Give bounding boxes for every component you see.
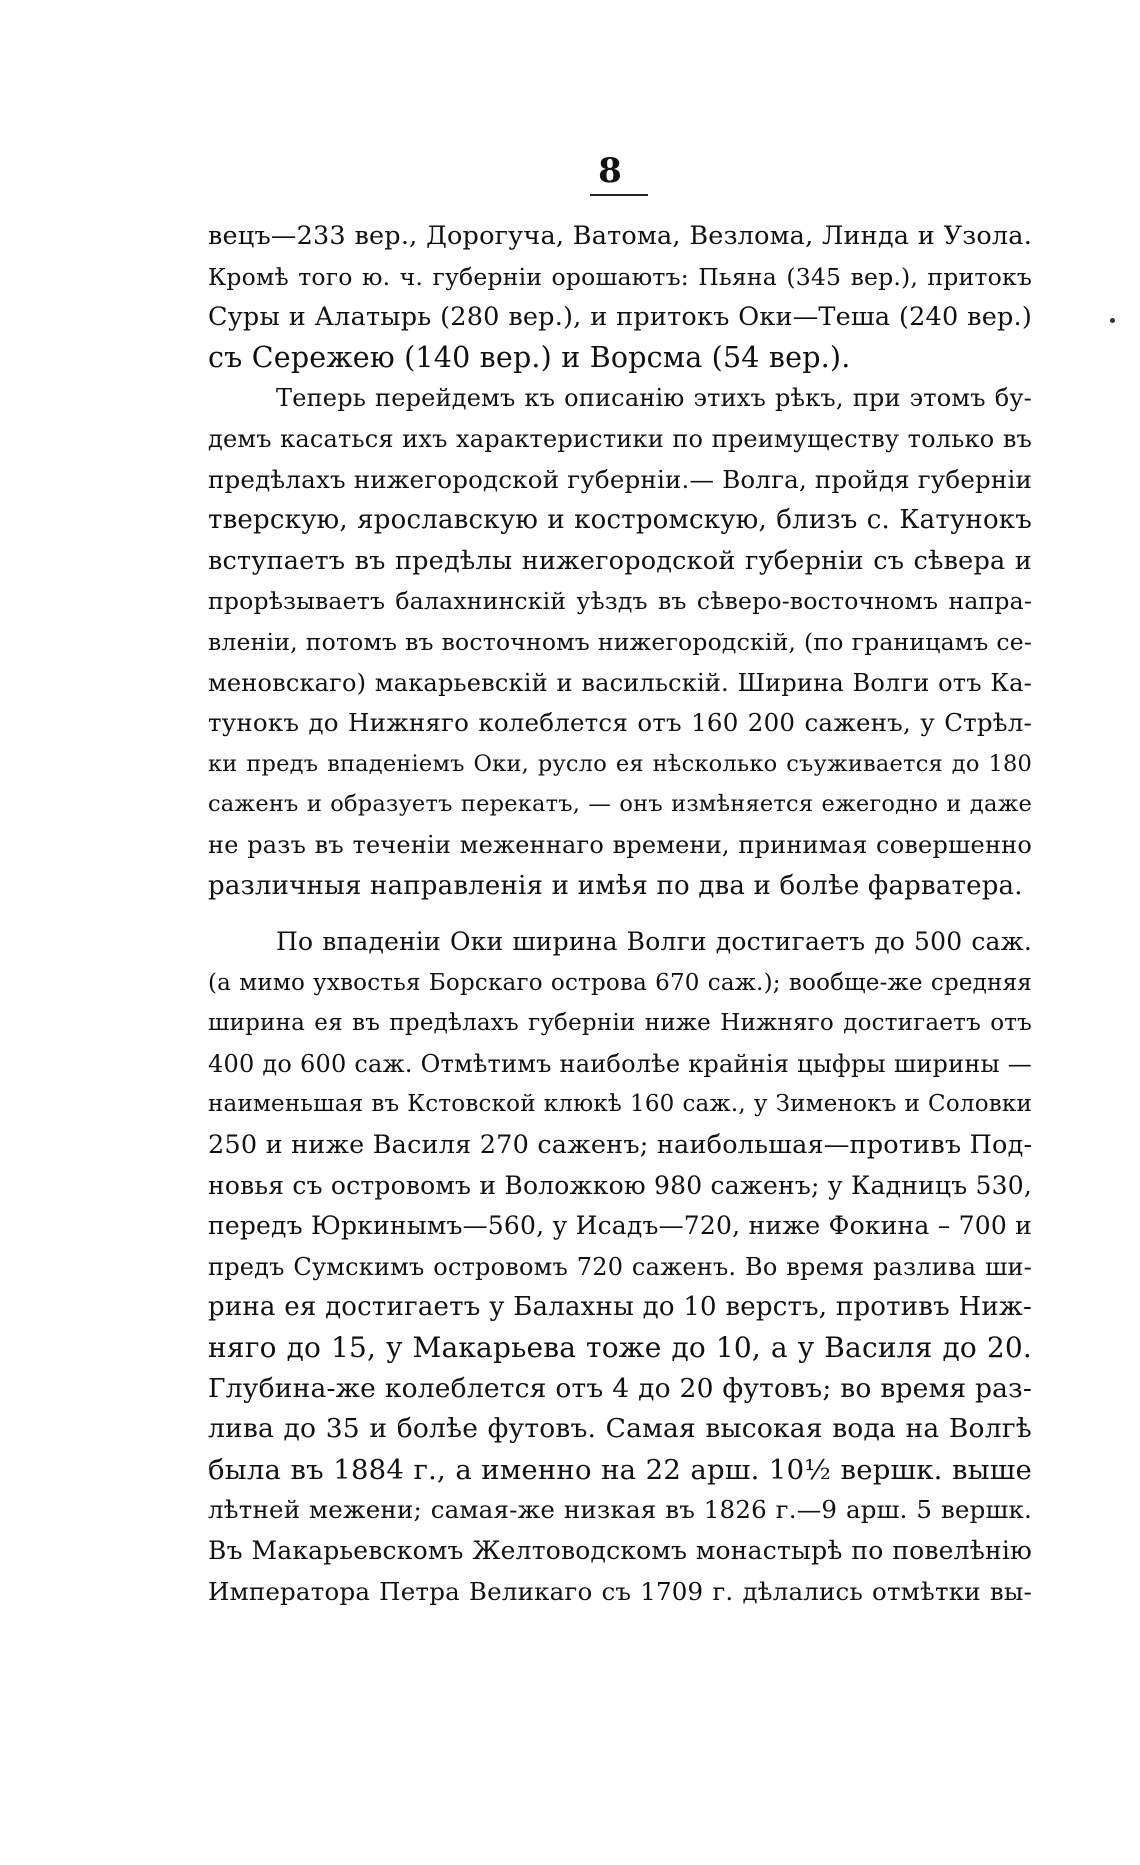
paragraph-1 (208, 216, 1032, 378)
page-number: 8 (598, 151, 622, 191)
text-line: демъ касаться ихъ характеристики по преимуществу только въ (208, 424, 1032, 453)
body-text (208, 216, 1032, 1612)
text-line: передъ Юркинымъ—560, у Исадъ—720, ниже Фокина – 700 и (208, 1211, 1032, 1241)
text-line: Теперь перейдемъ къ описанію этихъ рѣкъ, при этомъ бу- (276, 384, 1032, 413)
page-number-underline (590, 194, 648, 196)
paragraph-spacer (208, 906, 1032, 922)
text-line: Суры и Алатырь (280 вер.), и притокъ Оки—Теша (240 вер.) (208, 302, 1032, 333)
text-line: 250 и ниже Василя 270 саженъ; наибольшая—противъ Под- (208, 1130, 1033, 1161)
text-line: лива до 35 и болѣе футовъ. Самая высокая вода на Волгѣ (208, 1413, 1032, 1445)
text-line: наименьшая въ Кстовской клюкѣ 160 саж., у Зименокъ и Соловки (208, 1091, 1032, 1118)
text-line: По впаденіи Оки ширина Волги достигаетъ до 500 саж. (276, 927, 1032, 957)
text-line: ширина ея въ предѣлахъ губерніи ниже Нижняго достигаетъ отъ (208, 1010, 1032, 1037)
text-line: вленіи, потомъ въ восточномъ нижегородскій, (по границамъ се- (208, 627, 1032, 656)
text-line: прорѣзываетъ балахнинскій уѣздъ въ сѣверо-восточномъ напра- (208, 587, 1032, 616)
text-line: съ Сережею (140 вер.) и Ворсма (54 вер.). (208, 340, 851, 374)
text-line: 400 до 600 саж. Отмѣтимъ наиболѣе крайнія цыфры ширины — (208, 1049, 1032, 1078)
text-line: предъ Сумскимъ островомъ 720 саженъ. Во время разлива ши- (208, 1252, 1032, 1281)
text-line: новья съ островомъ и Воложкою 980 саженъ; у Кадницъ 530, (208, 1170, 1032, 1200)
text-line: вступаетъ въ предѣлы нижегородской губерніи съ сѣвера и (208, 545, 1032, 576)
text-line: ки предъ впаденіемъ Оки, русло ея нѣсколько съуживается до 180 (208, 750, 1032, 777)
text-line: Глубина-же колеблется отъ 4 до 20 футовъ; во время раз- (208, 1372, 1032, 1404)
text-line: Въ Макарьевскомъ Желтоводскомъ монастырѣ по повелѣнію (208, 1536, 1032, 1565)
text-line: тунокъ до Нижняго колеблется отъ 160 200 саженъ, у Стрѣл- (208, 708, 1032, 738)
text-line: Императора Петра Великаго съ 1709 г. дѣлались отмѣтки вы- (208, 1576, 1032, 1606)
text-line: тверскую, ярославскую и костромскую, близъ с. Катунокъ (208, 505, 1032, 536)
text-line: няго до 15, у Макарьева тоже до 10, а у Василя до 20. (208, 1331, 1032, 1365)
text-line: (а мимо ухвостья Борскаго острова 670 саж.); вообще-же средняя (208, 969, 1032, 996)
text-line: лѣтней межени; самая-же низкая въ 1826 г.—9 арш. 5 вершк. (208, 1495, 1032, 1525)
text-line: не разъ въ теченіи меженнаго времени, принимая совершенно (208, 830, 1032, 859)
text-line: меновскаго) макарьевскій и васильскій. Ширина Волги отъ Ка- (208, 668, 1032, 697)
text-line: была въ 1884 г., а именно на 22 арш. 10½ вершк. выше (208, 1453, 1032, 1486)
paragraph-3 (208, 922, 1032, 1612)
text-line: рина ея достигаетъ у Балахны до 10 верстъ, противъ Ниж- (208, 1292, 1032, 1323)
text-line: саженъ и образуетъ перекатъ, — онъ измѣняется ежегодно и даже (208, 791, 1032, 818)
paragraph-2 (208, 378, 1032, 906)
text-line: предѣлахъ нижегородской губерніи.— Волга, пройдя губерніи (208, 464, 1033, 494)
margin-speck (1110, 318, 1115, 323)
text-line: Кромѣ того ю. ч. губерніи орошаютъ: Пьяна (345 вер.), притокъ (208, 262, 1032, 291)
text-line: вецъ—233 вер., Дорогуча, Ватома, Везлома, Линда и Узола. (208, 221, 1032, 251)
text-line: различныя направленія и имѣя по два и болѣе фарватера. (208, 870, 1023, 901)
